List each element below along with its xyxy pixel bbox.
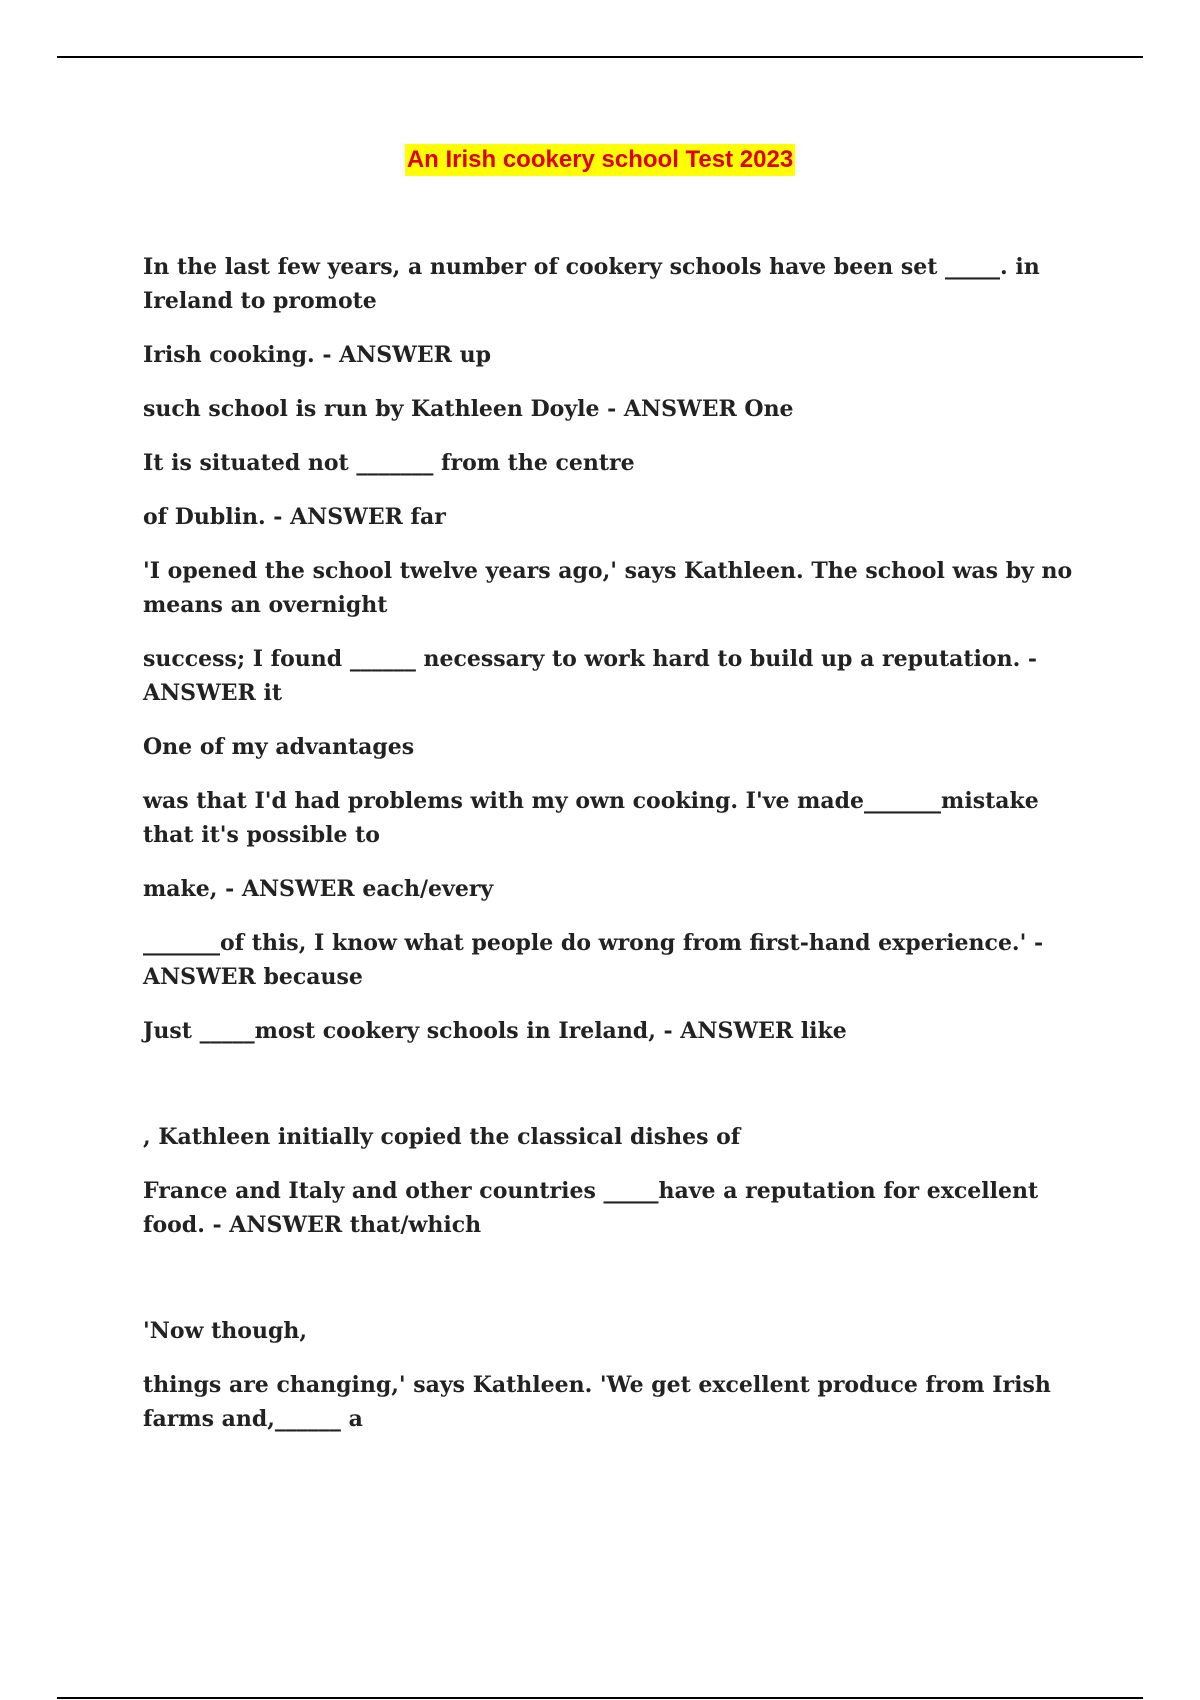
document-body xyxy=(143,250,1093,1436)
paragraph: of Dublin. - ANSWER far xyxy=(143,504,446,530)
bottom-rule xyxy=(57,1697,1143,1699)
paragraph: One of my advantages xyxy=(143,734,415,760)
paragraph: such school is run by Kathleen Doyle - ANSWER One xyxy=(143,396,794,422)
top-rule xyxy=(57,56,1143,58)
paragraph: 'Now though, xyxy=(143,1318,307,1344)
paragraph: make, - ANSWER each/every xyxy=(143,876,494,902)
paragraph: It is situated not _______ from the centre xyxy=(143,450,635,476)
paragraph: France and Italy and other countries _____have a reputation for excellent food. - ANSWER that/which xyxy=(143,1178,1039,1238)
paragraph: 'I opened the school twelve years ago,' says Kathleen. The school was by no means an overnight xyxy=(143,558,1073,618)
title-container xyxy=(0,144,1200,176)
paragraph: success; I found ______ necessary to work hard to build up a reputation. - ANSWER it xyxy=(143,646,1038,706)
paragraph: In the last few years, a number of cookery schools have been set _____. in Ireland to promote xyxy=(143,254,1040,314)
paragraph: Just _____most cookery schools in Ireland, - ANSWER like xyxy=(143,1018,847,1044)
paragraph: was that I'd had problems with my own cooking. I've made_______mistake that it's possible to xyxy=(143,788,1039,848)
paragraph: Irish cooking. - ANSWER up xyxy=(143,342,491,368)
paragraph: , Kathleen initially copied the classical dishes of xyxy=(143,1124,741,1150)
paragraph: _______of this, I know what people do wrong from first-hand experience.' - ANSWER because xyxy=(143,930,1044,990)
document-title: An Irish cookery school Test 2023 xyxy=(405,144,795,176)
paragraph: things are changing,' says Kathleen. 'We get excellent produce from Irish farms and,______ a xyxy=(143,1372,1051,1432)
